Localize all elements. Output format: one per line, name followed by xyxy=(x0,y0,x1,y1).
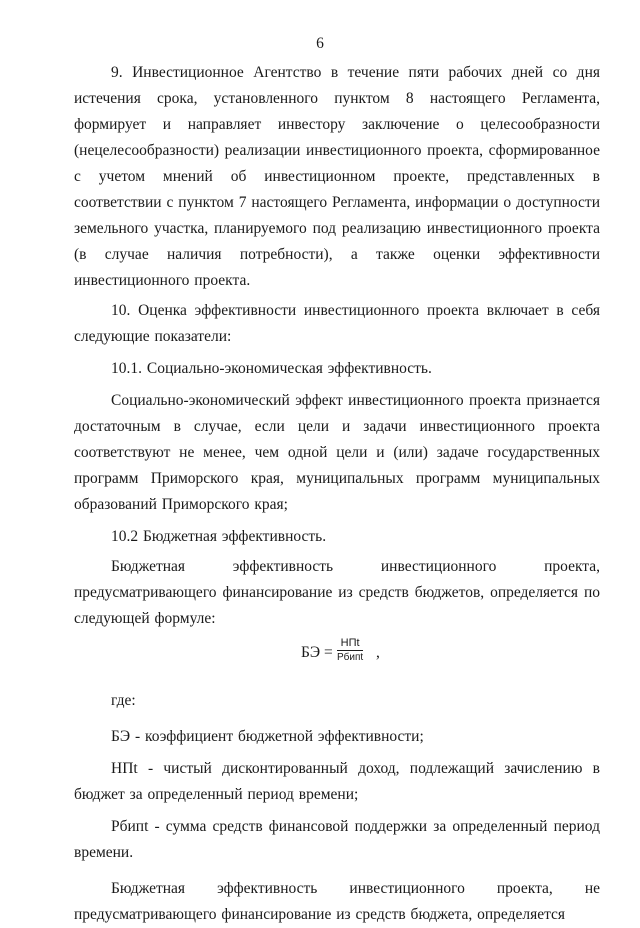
definition-rbipt: Рбипt - сумма средств финансовой поддержки за определенный период времени. xyxy=(74,818,600,861)
paragraph-10: 10. Оценка эффективности инвестиционного проекта включает в себя следующие показатели: xyxy=(74,302,600,345)
formula-fraction xyxy=(337,636,363,665)
paragraph-10-2: 10.2 Бюджетная эффективность. xyxy=(111,528,327,545)
document-body xyxy=(74,60,600,928)
paragraph-social-effect: Социально-экономический эффект инвестиционного проекта признается достаточным в случае, если цели и задачи инвестиционного проекта соответствуют не менее, чем одной цели и (или) задаче государственных программ Приморского края, муниципальных программ муниципальных образований Приморского края; xyxy=(74,392,600,513)
formula-denominator: Рбипt xyxy=(337,652,364,663)
paragraph-9: 9. Инвестиционное Агентство в течение пяти рабочих дней со дня истечения срока, установленного пунктом 8 настоящего Регламента, формирует и направляет инвестору заключение о целесообразности (нецелесообразности) реализации инвестиционного проекта, сформированное с учетом мнений об инвестиционном проекте, представленных в соответствии с пунктом 7 настоящего Регламента, информации о доступности земельного участка, планируемого под реализацию инвестиционного проекта (в случае наличия потребности), а также оценки эффективности инвестиционного проекта. xyxy=(74,64,600,289)
budget-efficiency-formula xyxy=(74,634,600,678)
formula-lhs: БЭ = xyxy=(301,644,333,661)
definition-npt: НПt - чистый дисконтированный доход, подлежащий зачислению в бюджет за определенный период времени; xyxy=(74,760,600,803)
page-number: 6 xyxy=(316,35,324,52)
paragraph-10-1: 10.1. Социально-экономическая эффективность. xyxy=(111,360,432,377)
definition-be: БЭ - коэффициент бюджетной эффективности; xyxy=(111,728,424,745)
paragraph-budget-effect-unfunded: Бюджетная эффективность инвестиционного проекта, не предусматривающего финансирование из средств бюджета, определяется xyxy=(74,880,600,923)
where-label: где: xyxy=(111,692,136,709)
formula-comma: , xyxy=(376,644,380,661)
formula-numerator: НПt xyxy=(337,636,363,651)
paragraph-budget-effect-funded: Бюджетная эффективность инвестиционного проекта, предусматривающего финансирование из средств бюджетов, определяется по следующей формуле: xyxy=(74,558,600,627)
